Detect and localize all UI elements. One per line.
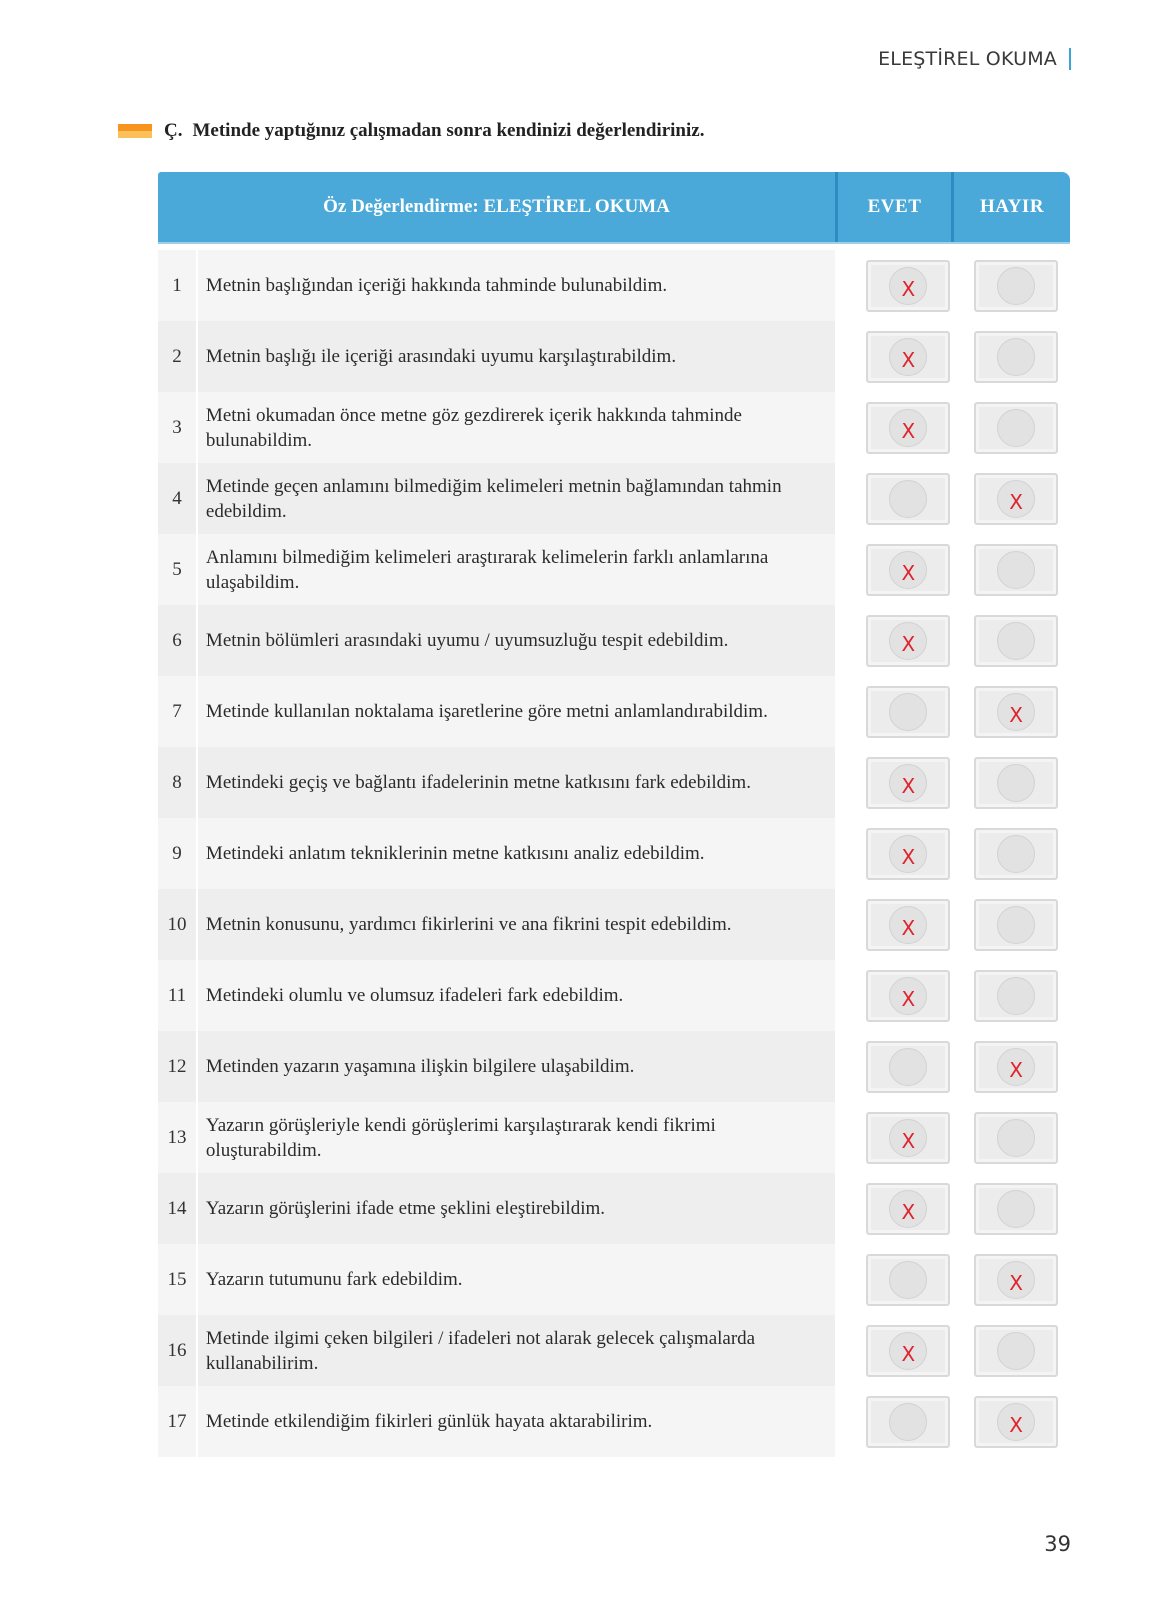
table-row	[158, 1386, 1070, 1457]
answer-checkbox-yes[interactable]	[866, 402, 950, 454]
answer-circle-icon	[889, 764, 927, 802]
answer-checkbox-no[interactable]	[974, 1325, 1058, 1377]
running-header-title: ELEŞTİREL OKUMA	[878, 48, 1057, 70]
answer-circle-icon	[889, 693, 927, 731]
answer-cell-yes	[854, 747, 962, 818]
answer-cell-no	[962, 1315, 1070, 1386]
row-statement: Metinde ilgimi çeken bilgileri / ifadeleri not alarak gelecek çalışmalarda kullanabilirim.	[198, 1315, 835, 1386]
answer-circle-icon	[997, 551, 1035, 589]
answer-cell-no	[962, 321, 1070, 392]
answer-checkbox-no[interactable]	[974, 828, 1058, 880]
row-number: 7	[158, 676, 198, 747]
row-statement: Metni okumadan önce metne göz gezdirerek içerik hakkında tahminde bulunabildim.	[198, 392, 835, 463]
answer-circle-icon	[889, 977, 927, 1015]
answer-cell-yes	[854, 534, 962, 605]
selected-mark: X	[901, 347, 916, 372]
answer-checkbox-yes[interactable]	[866, 1325, 950, 1377]
answer-circle-icon	[889, 1403, 927, 1441]
answer-cell-no	[962, 960, 1070, 1031]
answer-cell-yes	[854, 1173, 962, 1244]
answer-cell-yes	[854, 463, 962, 534]
answer-checkbox-yes[interactable]	[866, 899, 950, 951]
table-row	[158, 1244, 1070, 1315]
answer-cell-yes	[854, 1031, 962, 1102]
answer-cell-yes	[854, 889, 962, 960]
answer-circle-icon	[889, 480, 927, 518]
selected-mark: X	[1009, 1270, 1023, 1295]
answer-cell-yes	[854, 1386, 962, 1457]
answer-checkbox-no[interactable]	[974, 473, 1058, 525]
answer-circle-icon	[997, 1261, 1035, 1299]
answer-cell-no	[962, 534, 1070, 605]
answer-checkbox-no[interactable]	[974, 402, 1058, 454]
table-row	[158, 676, 1070, 747]
row-number: 5	[158, 534, 198, 605]
answer-circle-icon	[997, 338, 1035, 376]
row-statement: Metnin başlığından içeriği hakkında tahminde bulunabildim.	[198, 250, 835, 321]
row-statement: Metinden yazarın yaşamına ilişkin bilgilere ulaşabildim.	[198, 1031, 835, 1102]
answer-checkbox-yes[interactable]	[866, 331, 950, 383]
selected-mark: X	[901, 276, 916, 301]
answer-cell-no	[962, 747, 1070, 818]
answer-cell-no	[962, 392, 1070, 463]
selected-mark: X	[901, 1199, 916, 1224]
row-statement: Yazarın tutumunu fark edebildim.	[198, 1244, 835, 1315]
selected-mark: X	[901, 418, 916, 443]
row-number: 2	[158, 321, 198, 392]
answer-cell-no	[962, 250, 1070, 321]
answer-cell-yes	[854, 1315, 962, 1386]
answer-checkbox-yes[interactable]	[866, 970, 950, 1022]
answer-checkbox-yes[interactable]	[866, 828, 950, 880]
selected-mark: X	[1009, 489, 1023, 514]
section-label: Ç.	[164, 120, 183, 141]
heading-marker-icon	[118, 124, 152, 138]
row-number: 1	[158, 250, 198, 321]
column-header-yes: EVET	[838, 172, 954, 242]
running-header-divider	[1069, 48, 1071, 70]
column-header-no: HAYIR	[979, 196, 1045, 217]
answer-cell-yes	[854, 605, 962, 676]
table-row	[158, 889, 1070, 960]
table-row	[158, 818, 1070, 889]
answer-cell-no	[962, 605, 1070, 676]
table-row	[158, 960, 1070, 1031]
answer-checkbox-yes[interactable]	[866, 544, 950, 596]
answer-checkbox-yes[interactable]	[866, 1396, 950, 1448]
answer-checkbox-no[interactable]	[974, 1396, 1058, 1448]
selected-mark: X	[901, 844, 916, 869]
answer-cell-yes	[854, 818, 962, 889]
table-row	[158, 1102, 1070, 1173]
answer-checkbox-yes[interactable]	[866, 686, 950, 738]
table-row	[158, 1315, 1070, 1386]
answer-cell-no	[962, 1173, 1070, 1244]
selected-mark: X	[1009, 702, 1023, 727]
answer-circle-icon	[889, 338, 927, 376]
selected-mark: X	[901, 915, 916, 940]
row-statement: Metnin konusunu, yardımcı fikirlerini ve ana fikrini tespit edebildim.	[198, 889, 835, 960]
section-title: Metinde yaptığınız çalışmadan sonra kendinizi değerlendiriniz.	[192, 120, 705, 141]
answer-checkbox-no[interactable]	[974, 899, 1058, 951]
row-statement: Metindeki anlatım tekniklerinin metne katkısını analiz edebildim.	[198, 818, 835, 889]
answer-checkbox-no[interactable]	[974, 1112, 1058, 1164]
answer-circle-icon	[889, 267, 927, 305]
answer-checkbox-yes[interactable]	[866, 1183, 950, 1235]
answer-cell-no	[962, 676, 1070, 747]
answer-checkbox-yes[interactable]	[866, 1112, 950, 1164]
running-header	[878, 48, 1071, 70]
answer-circle-icon	[889, 1048, 927, 1086]
table-row	[158, 392, 1070, 463]
answer-circle-icon	[889, 1190, 927, 1228]
answer-circle-icon	[997, 764, 1035, 802]
answer-cell-yes	[854, 1244, 962, 1315]
answer-checkbox-yes[interactable]	[866, 757, 950, 809]
page-number: 39	[1044, 1532, 1071, 1556]
row-number: 16	[158, 1315, 198, 1386]
answer-circle-icon	[889, 906, 927, 944]
selected-mark: X	[901, 1341, 916, 1366]
answer-checkbox-yes[interactable]	[866, 1041, 950, 1093]
row-number: 3	[158, 392, 198, 463]
row-statement: Anlamını bilmediğim kelimeleri araştırarak kelimelerin farklı anlamlarına ulaşabildim.	[198, 534, 835, 605]
table-row	[158, 321, 1070, 392]
answer-circle-icon	[997, 1190, 1035, 1228]
answer-circle-icon	[997, 1119, 1035, 1157]
answer-circle-icon	[889, 409, 927, 447]
table-row	[158, 747, 1070, 818]
selected-mark: X	[901, 560, 916, 585]
answer-cell-no	[962, 1244, 1070, 1315]
answer-circle-icon	[889, 835, 927, 873]
table-header	[158, 172, 1070, 242]
row-number: 6	[158, 605, 198, 676]
answer-checkbox-no[interactable]	[974, 1183, 1058, 1235]
answer-circle-icon	[889, 1332, 927, 1370]
answer-circle-icon	[997, 693, 1035, 731]
answer-checkbox-yes[interactable]	[866, 473, 950, 525]
row-statement: Metnin başlığı ile içeriği arasındaki uyumu karşılaştırabildim.	[198, 321, 835, 392]
answer-cell-yes	[854, 250, 962, 321]
row-statement: Yazarın görüşleriyle kendi görüşlerimi karşılaştırarak kendi fikrimi oluşturabildim.	[198, 1102, 835, 1173]
answer-cell-yes	[854, 676, 962, 747]
answer-checkbox-no[interactable]	[974, 757, 1058, 809]
answer-circle-icon	[889, 622, 927, 660]
table-row	[158, 1173, 1070, 1244]
table-header-title: Öz Değerlendirme: ELEŞTİREL OKUMA	[158, 172, 838, 242]
row-number: 11	[158, 960, 198, 1031]
answer-checkbox-no[interactable]	[974, 544, 1058, 596]
answer-cell-no	[962, 818, 1070, 889]
selected-mark: X	[1009, 1412, 1023, 1437]
answer-circle-icon	[997, 409, 1035, 447]
answer-cell-yes	[854, 1102, 962, 1173]
row-number: 17	[158, 1386, 198, 1457]
answer-circle-icon	[997, 1048, 1035, 1086]
answer-circle-icon	[997, 1332, 1035, 1370]
table-row	[158, 250, 1070, 321]
answer-checkbox-no[interactable]	[974, 615, 1058, 667]
answer-cell-yes	[854, 392, 962, 463]
answer-checkbox-no[interactable]	[974, 331, 1058, 383]
selected-mark: X	[901, 1128, 916, 1153]
answer-circle-icon	[997, 835, 1035, 873]
answer-circle-icon	[997, 622, 1035, 660]
table-row	[158, 1031, 1070, 1102]
row-number: 15	[158, 1244, 198, 1315]
selected-mark: X	[1009, 1057, 1023, 1082]
answer-cell-yes	[854, 960, 962, 1031]
answer-checkbox-no[interactable]	[974, 1254, 1058, 1306]
answer-circle-icon	[997, 267, 1035, 305]
row-statement: Metinde geçen anlamını bilmediğim kelimeleri metnin bağlamından tahmin edebildim.	[198, 463, 835, 534]
row-number: 12	[158, 1031, 198, 1102]
answer-cell-no	[962, 1386, 1070, 1457]
row-number: 8	[158, 747, 198, 818]
table-row	[158, 605, 1070, 676]
row-statement: Metindeki geçiş ve bağlantı ifadelerinin metne katkısını fark edebildim.	[198, 747, 835, 818]
answer-circle-icon	[997, 977, 1035, 1015]
table-row	[158, 463, 1070, 534]
answer-circle-icon	[997, 1403, 1035, 1441]
answer-checkbox-no[interactable]	[974, 970, 1058, 1022]
answer-checkbox-no[interactable]	[974, 1041, 1058, 1093]
answer-circle-icon	[889, 1119, 927, 1157]
answer-checkbox-yes[interactable]	[866, 260, 950, 312]
answer-checkbox-yes[interactable]	[866, 1254, 950, 1306]
self-assessment-table	[158, 172, 1070, 1457]
answer-circle-icon	[889, 1261, 927, 1299]
section-heading	[118, 120, 704, 142]
answer-checkbox-no[interactable]	[974, 260, 1058, 312]
selected-mark: X	[901, 986, 916, 1011]
answer-circle-icon	[889, 551, 927, 589]
answer-checkbox-no[interactable]	[974, 686, 1058, 738]
row-number: 4	[158, 463, 198, 534]
answer-cell-no	[962, 463, 1070, 534]
answer-cell-yes	[854, 321, 962, 392]
row-number: 13	[158, 1102, 198, 1173]
table-row	[158, 534, 1070, 605]
selected-mark: X	[901, 631, 916, 656]
row-statement: Metnin bölümleri arasındaki uyumu / uyumsuzluğu tespit edebildim.	[198, 605, 835, 676]
answer-circle-icon	[997, 480, 1035, 518]
row-statement: Metindeki olumlu ve olumsuz ifadeleri fark edebildim.	[198, 960, 835, 1031]
row-statement: Metinde etkilendiğim fikirleri günlük hayata aktarabilirim.	[198, 1386, 835, 1457]
row-number: 9	[158, 818, 198, 889]
answer-cell-no	[962, 1031, 1070, 1102]
row-number: 14	[158, 1173, 198, 1244]
selected-mark: X	[901, 773, 916, 798]
answer-cell-no	[962, 889, 1070, 960]
answer-cell-no	[962, 1102, 1070, 1173]
answer-circle-icon	[997, 906, 1035, 944]
row-statement: Yazarın görüşlerini ifade etme şeklini eleştirebildim.	[198, 1173, 835, 1244]
row-number: 10	[158, 889, 198, 960]
table-body	[158, 250, 1070, 1457]
answer-checkbox-yes[interactable]	[866, 615, 950, 667]
row-statement: Metinde kullanılan noktalama işaretlerine göre metni anlamlandırabildim.	[198, 676, 835, 747]
